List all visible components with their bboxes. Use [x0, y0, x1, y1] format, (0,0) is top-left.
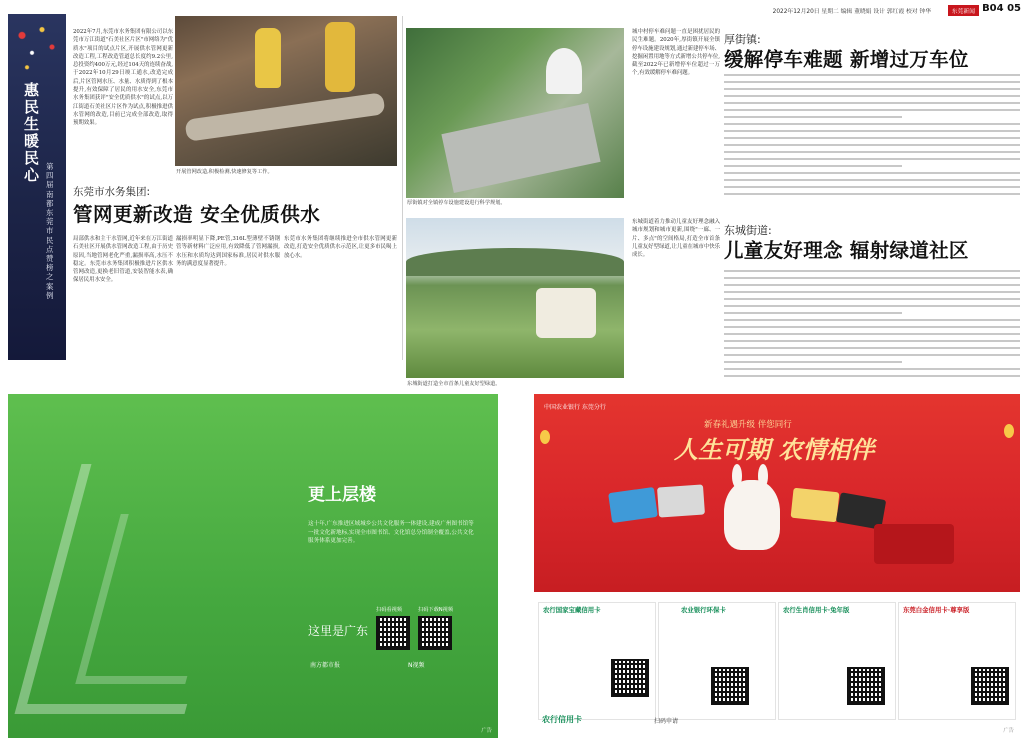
- article2-kicker: 厚街镇:: [724, 33, 761, 46]
- article1-kicker: 东莞市水务集团:: [73, 186, 151, 198]
- sidebar: [8, 14, 66, 360]
- card-column: [898, 602, 1016, 720]
- ad-left-body: 这十年,广东推进区域城乡公共文化服务一体建设,建成广州图书馆等一批文化新地标,实现全市图书馆、文化馆总分馆制全覆盖,公共文化服务体系更加完善。: [308, 521, 474, 544]
- article1-body-mid: 漏损率明显下降,PE管,316L型薄壁不锈钢管等新材料广泛应用,有效降低了管网漏损,水压和水质均达到国家标准,居民对供水服务的满意度显著提升。: [176, 236, 280, 267]
- text-line: [724, 130, 1020, 132]
- rabbit-mascot: [732, 464, 742, 488]
- rabbit-mascot: [758, 464, 768, 488]
- text-line: [724, 109, 1020, 111]
- qr-code[interactable]: [847, 667, 885, 705]
- ad-right-slogan: 人生可期 农情相伴: [674, 435, 875, 464]
- article1-body-left: 局部供水和主干水管网,近年来在万江街道石美社区开展供水管网改造工程,由于历史原因,当地管网老化严重,漏损率高,水压不稳定。东莞市水务集团积极推进片区供水管网改造,更换老旧管道,安装智能水表,确保居民用水安全。: [73, 236, 173, 284]
- card-title: 东莞白金信用卡·尊享版: [903, 606, 970, 614]
- card-title: 农行国家宝藏信用卡: [543, 606, 601, 614]
- article2-photo-caption: 厚街镇对全镇停车设施建设进行科学规划。: [407, 200, 506, 206]
- text-line: [724, 193, 1020, 195]
- qr-code[interactable]: [376, 616, 410, 650]
- worker-figure: [325, 22, 355, 92]
- lantern-decoration: [1004, 424, 1014, 438]
- text-line: [724, 123, 1020, 125]
- text-line: [724, 312, 902, 314]
- article2-photo: [406, 28, 624, 198]
- article3-photo-caption: 东城街道打造全市首条儿童友好型绿道。: [407, 381, 501, 387]
- rabbit-mascot: [724, 480, 780, 550]
- text-line: [724, 158, 1020, 160]
- qr-label: 扫码看视频: [376, 607, 402, 613]
- firework-decoration: [12, 18, 62, 76]
- text-line: [724, 326, 1020, 328]
- article1-lead: 2022年7月,东莞市水务集团有限公司以东莞市万江街道"石美社区片区"市网络为"优质水"项目的试点片区,开展供水管网更新改造工程,工程改造管道总长度约9.2公里,总投资约400万元,经过104天的连续奋战,于2022年10月29日竣工通水,改造完成后,片区管网水压、水量、水质得到了根本提升,有效保障了居民的用水安全,东莞市水务集团获评"安全优质供水"的试点,以万江街道石美社区片区作为试点,积极推进供水管网的改造,目前已完成全部改造,取得预期效果。: [73, 29, 173, 127]
- playground: [536, 288, 596, 338]
- building: [546, 48, 582, 94]
- page-header: [8, 4, 1023, 16]
- text-line: [724, 95, 1020, 97]
- ad-left: [8, 394, 498, 738]
- text-line: [724, 81, 1020, 83]
- card-column: [538, 602, 656, 720]
- text-line: [724, 102, 1020, 104]
- card-title: 农业银行环保卡: [681, 606, 726, 614]
- article1-body-right: 东莞市水务集团将继续推进全市供水管网更新改造,打造安全优质供水示范区,让更多市民喝上放心水。: [284, 236, 397, 259]
- text-line: [724, 88, 1020, 90]
- text-line: [724, 333, 1020, 335]
- text-line: [724, 305, 1020, 307]
- ad-right-footer-left: 农行信用卡: [542, 715, 582, 724]
- qr-code[interactable]: [611, 659, 649, 697]
- header-date: 2022年12月20日 星期二 编辑 董晓娟 设计 郭红霞 校对 钟华: [772, 9, 931, 15]
- article1-photo-caption: 开展管网改造,积极检测,快速修复等工作。: [176, 169, 273, 175]
- article2-headline: 缓解停车难题 新增过万车位: [724, 48, 969, 71]
- ad-mark: 广告: [481, 728, 492, 734]
- card-title: 农行生肖信用卡·兔年版: [783, 606, 850, 614]
- article3-body: 东城街道着力推动儿童友好理念融入城市规划和城市更新,围绕"一廊、一片、多点"的空间格局,打造全市首条儿童友好型绿道,让儿童在城市中快乐成长。: [632, 219, 720, 259]
- card-column: [658, 602, 776, 720]
- ad-left-title: 更上层楼: [308, 485, 376, 505]
- text-line: [724, 340, 1020, 342]
- article3-headline: 儿童友好理念 辐射绿道社区: [724, 239, 969, 262]
- article2-text-columns: [724, 74, 1020, 204]
- gift-boxes: [874, 524, 954, 564]
- text-line: [724, 368, 1020, 370]
- article1-photo: [175, 16, 397, 166]
- parking-lot: [441, 103, 600, 193]
- card-column: [778, 602, 896, 720]
- text-line: [724, 165, 902, 167]
- text-line: [724, 284, 1020, 286]
- column-divider: [402, 16, 403, 360]
- article3-kicker: 东城街道:: [724, 224, 772, 237]
- text-line: [724, 291, 1020, 293]
- logo-nandu: 南方都市报: [310, 662, 341, 669]
- ad-left-brand: 这里是广东: [308, 624, 369, 638]
- text-line: [724, 151, 1020, 153]
- article1-headline: 管网更新改造 安全优质供水: [73, 203, 321, 226]
- text-line: [724, 319, 1020, 321]
- text-line: [724, 186, 1020, 188]
- text-line: [724, 361, 902, 363]
- sidebar-subtitle: 第四届南都东莞市民点赞榜之案例: [46, 162, 54, 300]
- text-line: [724, 354, 1020, 356]
- text-line: [724, 116, 902, 118]
- credit-card-image: [608, 487, 658, 523]
- qr-code[interactable]: [711, 667, 749, 705]
- pipe-trench: [184, 92, 385, 142]
- ad-right-top-slogan: 新春礼遇升级 伴您同行: [704, 420, 792, 430]
- header-section: 东莞新闻: [948, 5, 979, 16]
- text-line: [724, 144, 1020, 146]
- text-line: [724, 347, 1020, 349]
- text-line: [724, 137, 1020, 139]
- text-line: [724, 270, 1020, 272]
- ad-right: [534, 394, 1020, 738]
- text-line: [724, 375, 1020, 377]
- qr-code[interactable]: [971, 667, 1009, 705]
- worker-figure: [255, 28, 281, 88]
- ad-mark: 广告: [1003, 728, 1014, 734]
- text-line: [724, 172, 1020, 174]
- qr-code[interactable]: [418, 616, 452, 650]
- sidebar-title: 惠民生 暖民心: [24, 81, 40, 184]
- credit-card-image: [791, 488, 840, 523]
- mountain: [406, 248, 624, 276]
- text-line: [724, 74, 1020, 76]
- article3-text-columns: [724, 270, 1020, 388]
- logo-nvideo: N视频: [408, 662, 425, 669]
- text-line: [724, 179, 1020, 181]
- lantern-decoration: [540, 430, 550, 444]
- ad-right-footer-apply: 扫码申请: [654, 718, 679, 725]
- header-page-number: B04 05: [982, 3, 1021, 14]
- ad-right-bank: 中国农业银行 东莞分行: [544, 404, 606, 411]
- qr-label: 扫码下载N视频: [418, 607, 454, 613]
- text-line: [724, 298, 1020, 300]
- text-line: [724, 277, 1020, 279]
- credit-card-image: [657, 484, 705, 517]
- article2-body: 城中村停车难问题一直是困扰居民的民生难题。2020年,厚街镇开展全镇停车设施建设规划,通过新建停车场、挖掘闲置用地等方式新增公共停车位,截至2022年已新增停车位超过一万个,有效缓解停车难问题。: [632, 29, 720, 77]
- article3-photo: [406, 218, 624, 378]
